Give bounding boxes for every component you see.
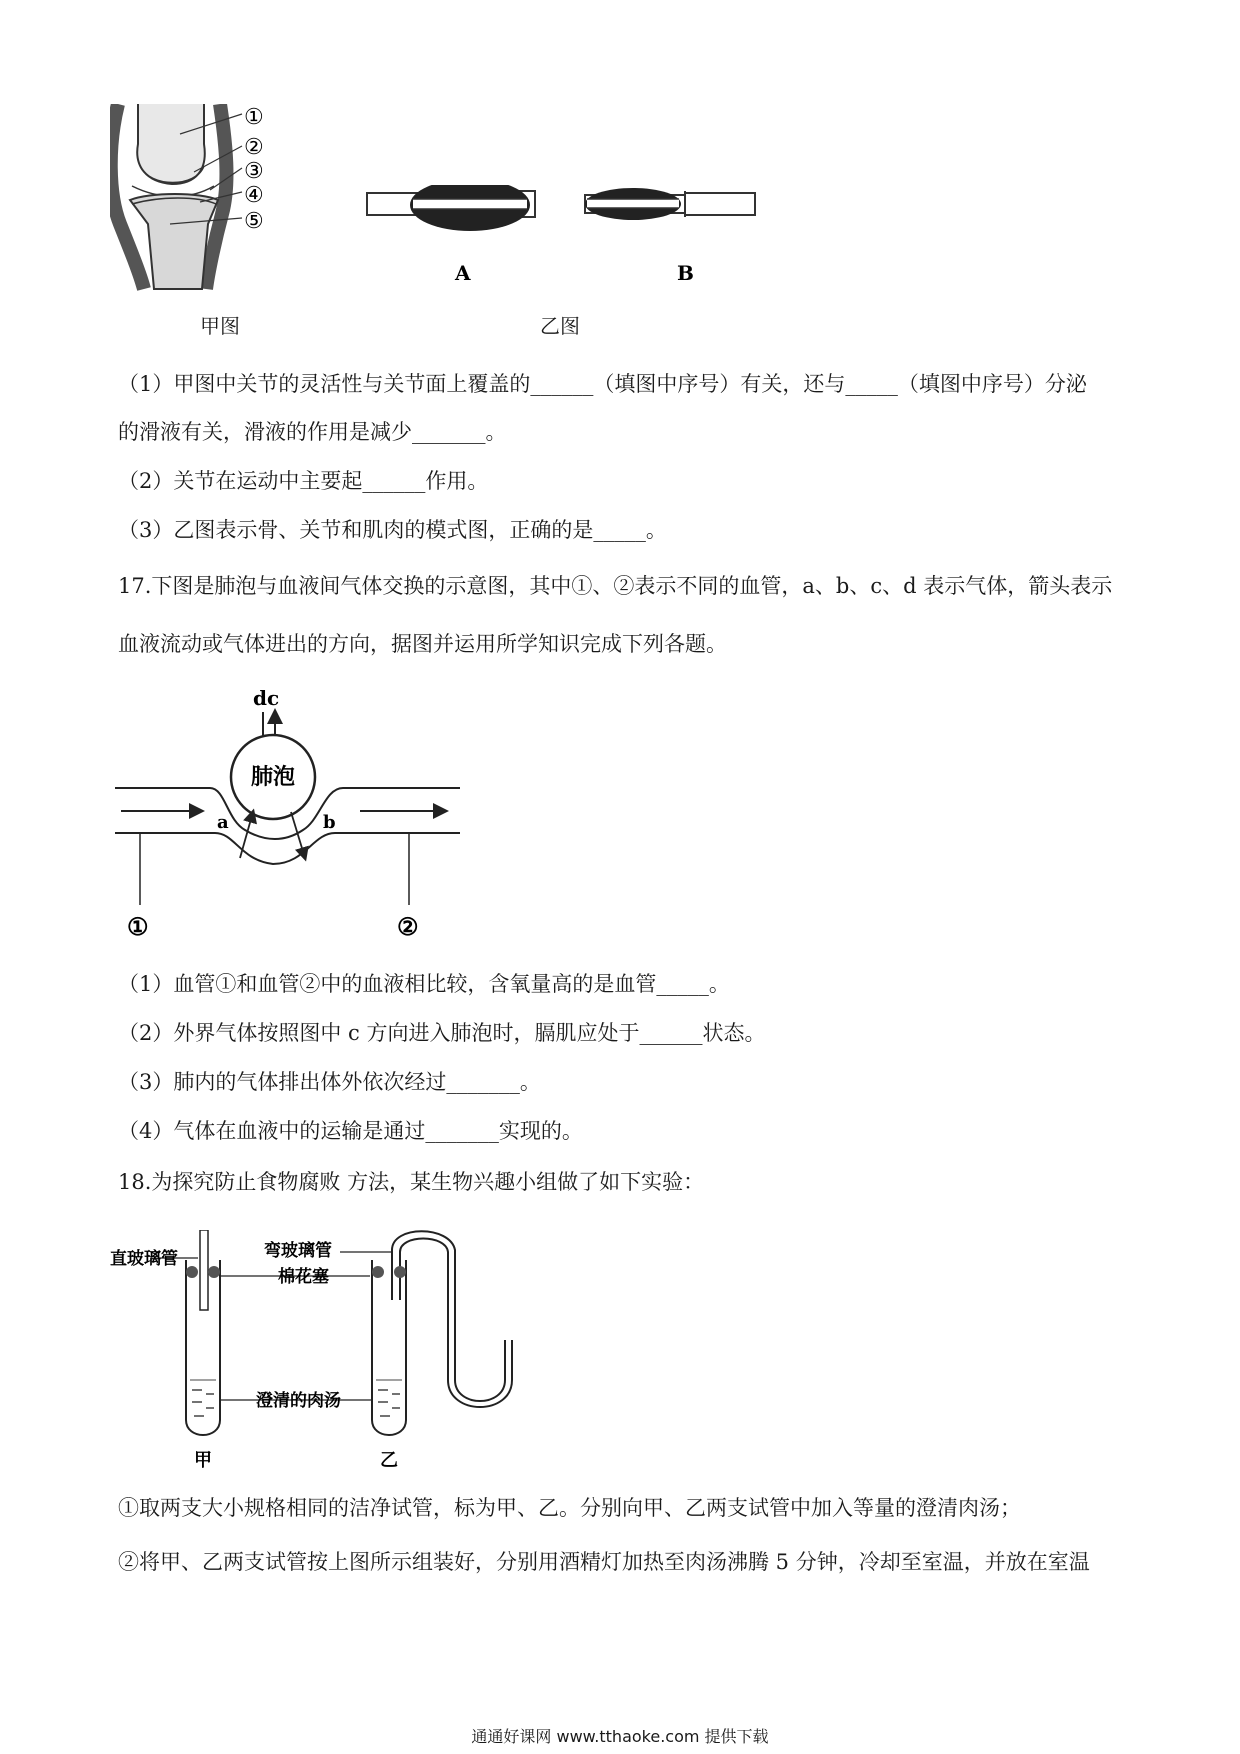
q18-step1: ①取两支大小规格相同的洁净试管，标为甲、乙。分别向甲、乙两支试管中加入等量的澄清肉汤； [118, 1496, 1021, 1520]
label-vessel-1: ① [127, 912, 149, 941]
footer-source: 通通好课网 www.tthaoke.com 提供下载 [471, 1727, 769, 1746]
label-bent-tube: 弯玻璃管 [264, 1241, 332, 1261]
q16-part3: （3）乙图表示骨、关节和肌肉的模式图，正确的是_____。 [118, 518, 667, 542]
label-tube-jia: 甲 [194, 1450, 212, 1470]
marker-1: ① [244, 105, 264, 130]
marker-2: ② [244, 135, 264, 160]
q17-stem-line1: 17.下图是肺泡与血液间气体交换的示意图，其中①、②表示不同的血管，a、b、c、d 表示气体，箭头表示 [118, 574, 1113, 598]
label-cotton: 棉花塞 [278, 1267, 329, 1287]
q16-part1-line1: （1）甲图中关节的灵活性与关节面上覆盖的______（填图中序号）有关，还与_____（填图中序号）分泌 [118, 372, 1087, 396]
caption-yi-figure: 乙图 [540, 314, 580, 338]
label-dc: dc [253, 686, 280, 710]
marker-4: ④ [244, 183, 264, 208]
q18-stem: 18.为探究防止食物腐败 方法，某生物兴趣小组做了如下实验： [118, 1170, 705, 1194]
q16-part2: （2）关节在运动中主要起______作用。 [118, 469, 489, 493]
alveolus-gas-exchange-figure [115, 680, 475, 950]
knee-joint-figure [110, 104, 310, 294]
q17-part1: （1）血管①和血管②中的血液相比较，含氧量高的是血管_____。 [118, 972, 730, 996]
label-A: A [455, 261, 471, 285]
bone-muscle-model-figure [365, 185, 775, 295]
marker-5: ⑤ [244, 209, 264, 234]
q17-part2: （2）外界气体按照图中 c 方向进入肺泡时，膈肌应处于______状态。 [118, 1021, 766, 1045]
marker-3: ③ [244, 159, 264, 184]
q18-step2: ②将甲、乙两支试管按上图所示组装好，分别用酒精灯加热至肉汤沸腾 5 分钟，冷却至室温，并放在室温 [118, 1550, 1090, 1574]
label-B: B [677, 261, 694, 285]
q17-stem-line2: 血液流动或气体进出的方向，据图并运用所学知识完成下列各题。 [118, 632, 727, 656]
q17-part3: （3）肺内的气体排出体外依次经过_______。 [118, 1070, 541, 1094]
label-a: a [217, 812, 229, 833]
label-b: b [323, 812, 336, 833]
q16-part1-line2: 的滑液有关，滑液的作用是减少_______。 [118, 420, 507, 444]
caption-jia-figure: 甲图 [200, 314, 240, 338]
test-tube-experiment-figure [110, 1230, 530, 1470]
label-alveolus: 肺泡 [251, 764, 296, 790]
q17-part4: （4）气体在血液中的运输是通过_______实现的。 [118, 1119, 583, 1143]
label-vessel-2: ② [397, 912, 419, 941]
label-broth: 澄清的肉汤 [256, 1391, 341, 1411]
label-straight-tube: 直玻璃管 [110, 1249, 178, 1269]
label-tube-yi: 乙 [380, 1450, 398, 1470]
